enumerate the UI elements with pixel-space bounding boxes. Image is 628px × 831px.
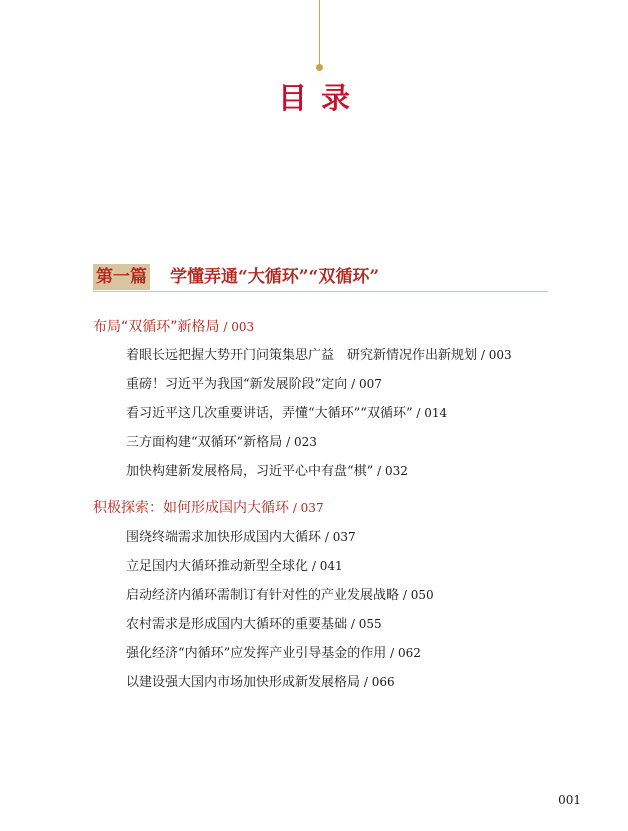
section-title: 布局“双循环”新格局: [93, 319, 220, 335]
page-title: 目录: [277, 81, 364, 115]
entry-title: 着眼长远把握大势开门问策集思广益 研究新情况作出新规划: [126, 348, 478, 363]
entry-page: / 055: [347, 617, 382, 631]
toc-entry[interactable]: [126, 373, 382, 392]
part-heading: [93, 264, 548, 290]
section-page: / 037: [289, 501, 324, 515]
toc-entry[interactable]: [126, 526, 356, 545]
entry-title: 三方面构建“双循环”新格局: [126, 435, 283, 450]
section-heading[interactable]: [93, 497, 324, 517]
entry-page: / 014: [412, 406, 448, 420]
entry-title: 立足国内大循环推动新型全球化: [126, 559, 309, 574]
entry-page: / 032: [373, 464, 408, 478]
entry-title: 强化经济“内循环”应发挥产业引导基金的作用: [126, 646, 387, 661]
entry-title: 农村需求是形成国内大循环的重要基础: [126, 617, 348, 632]
toc-entry[interactable]: [126, 344, 512, 363]
entry-page: / 037: [321, 530, 356, 544]
toc-entry[interactable]: [126, 642, 421, 661]
top-decorative-dot: [316, 64, 323, 71]
entry-page: / 007: [347, 377, 382, 391]
section-heading[interactable]: [93, 316, 254, 336]
entry-title: 围绕终端需求加快形成国内大循环: [126, 530, 322, 545]
toc-entry[interactable]: [126, 431, 317, 450]
toc-entry[interactable]: [126, 613, 382, 632]
top-decorative-line: [319, 0, 320, 66]
entry-page: / 023: [282, 435, 317, 449]
entry-title: 启动经济内循环需制订有针对性的产业发展战略: [126, 588, 400, 603]
part-divider: [93, 291, 548, 292]
toc-entry[interactable]: [126, 402, 447, 421]
part-label: 第一篇: [93, 264, 150, 290]
entry-page: / 050: [399, 588, 434, 602]
toc-entry[interactable]: [126, 460, 408, 479]
section-title: 积极探索：如何形成国内大循环: [93, 500, 289, 516]
entry-title: 加快构建新发展格局，习近平心中有盘“棋”: [126, 464, 374, 479]
entry-page: / 062: [386, 646, 421, 660]
entry-page: / 003: [477, 348, 512, 362]
page-number: 001: [558, 793, 581, 807]
section-page: / 003: [219, 320, 255, 334]
entry-page: / 066: [360, 675, 395, 689]
entry-title: 看习近平这几次重要讲话，弄懂“大循环”“双循环”: [126, 406, 413, 421]
toc-entry[interactable]: [126, 671, 395, 690]
entry-title: 重磅！习近平为我国“新发展阶段”定向: [126, 377, 348, 392]
entry-page: / 041: [308, 559, 343, 573]
part-title: 学懂弄通“大循环”“双循环”: [170, 267, 380, 287]
entry-title: 以建设强大国内市场加快形成新发展格局: [126, 675, 361, 690]
toc-entry[interactable]: [126, 584, 434, 603]
toc-entry[interactable]: [126, 555, 343, 574]
